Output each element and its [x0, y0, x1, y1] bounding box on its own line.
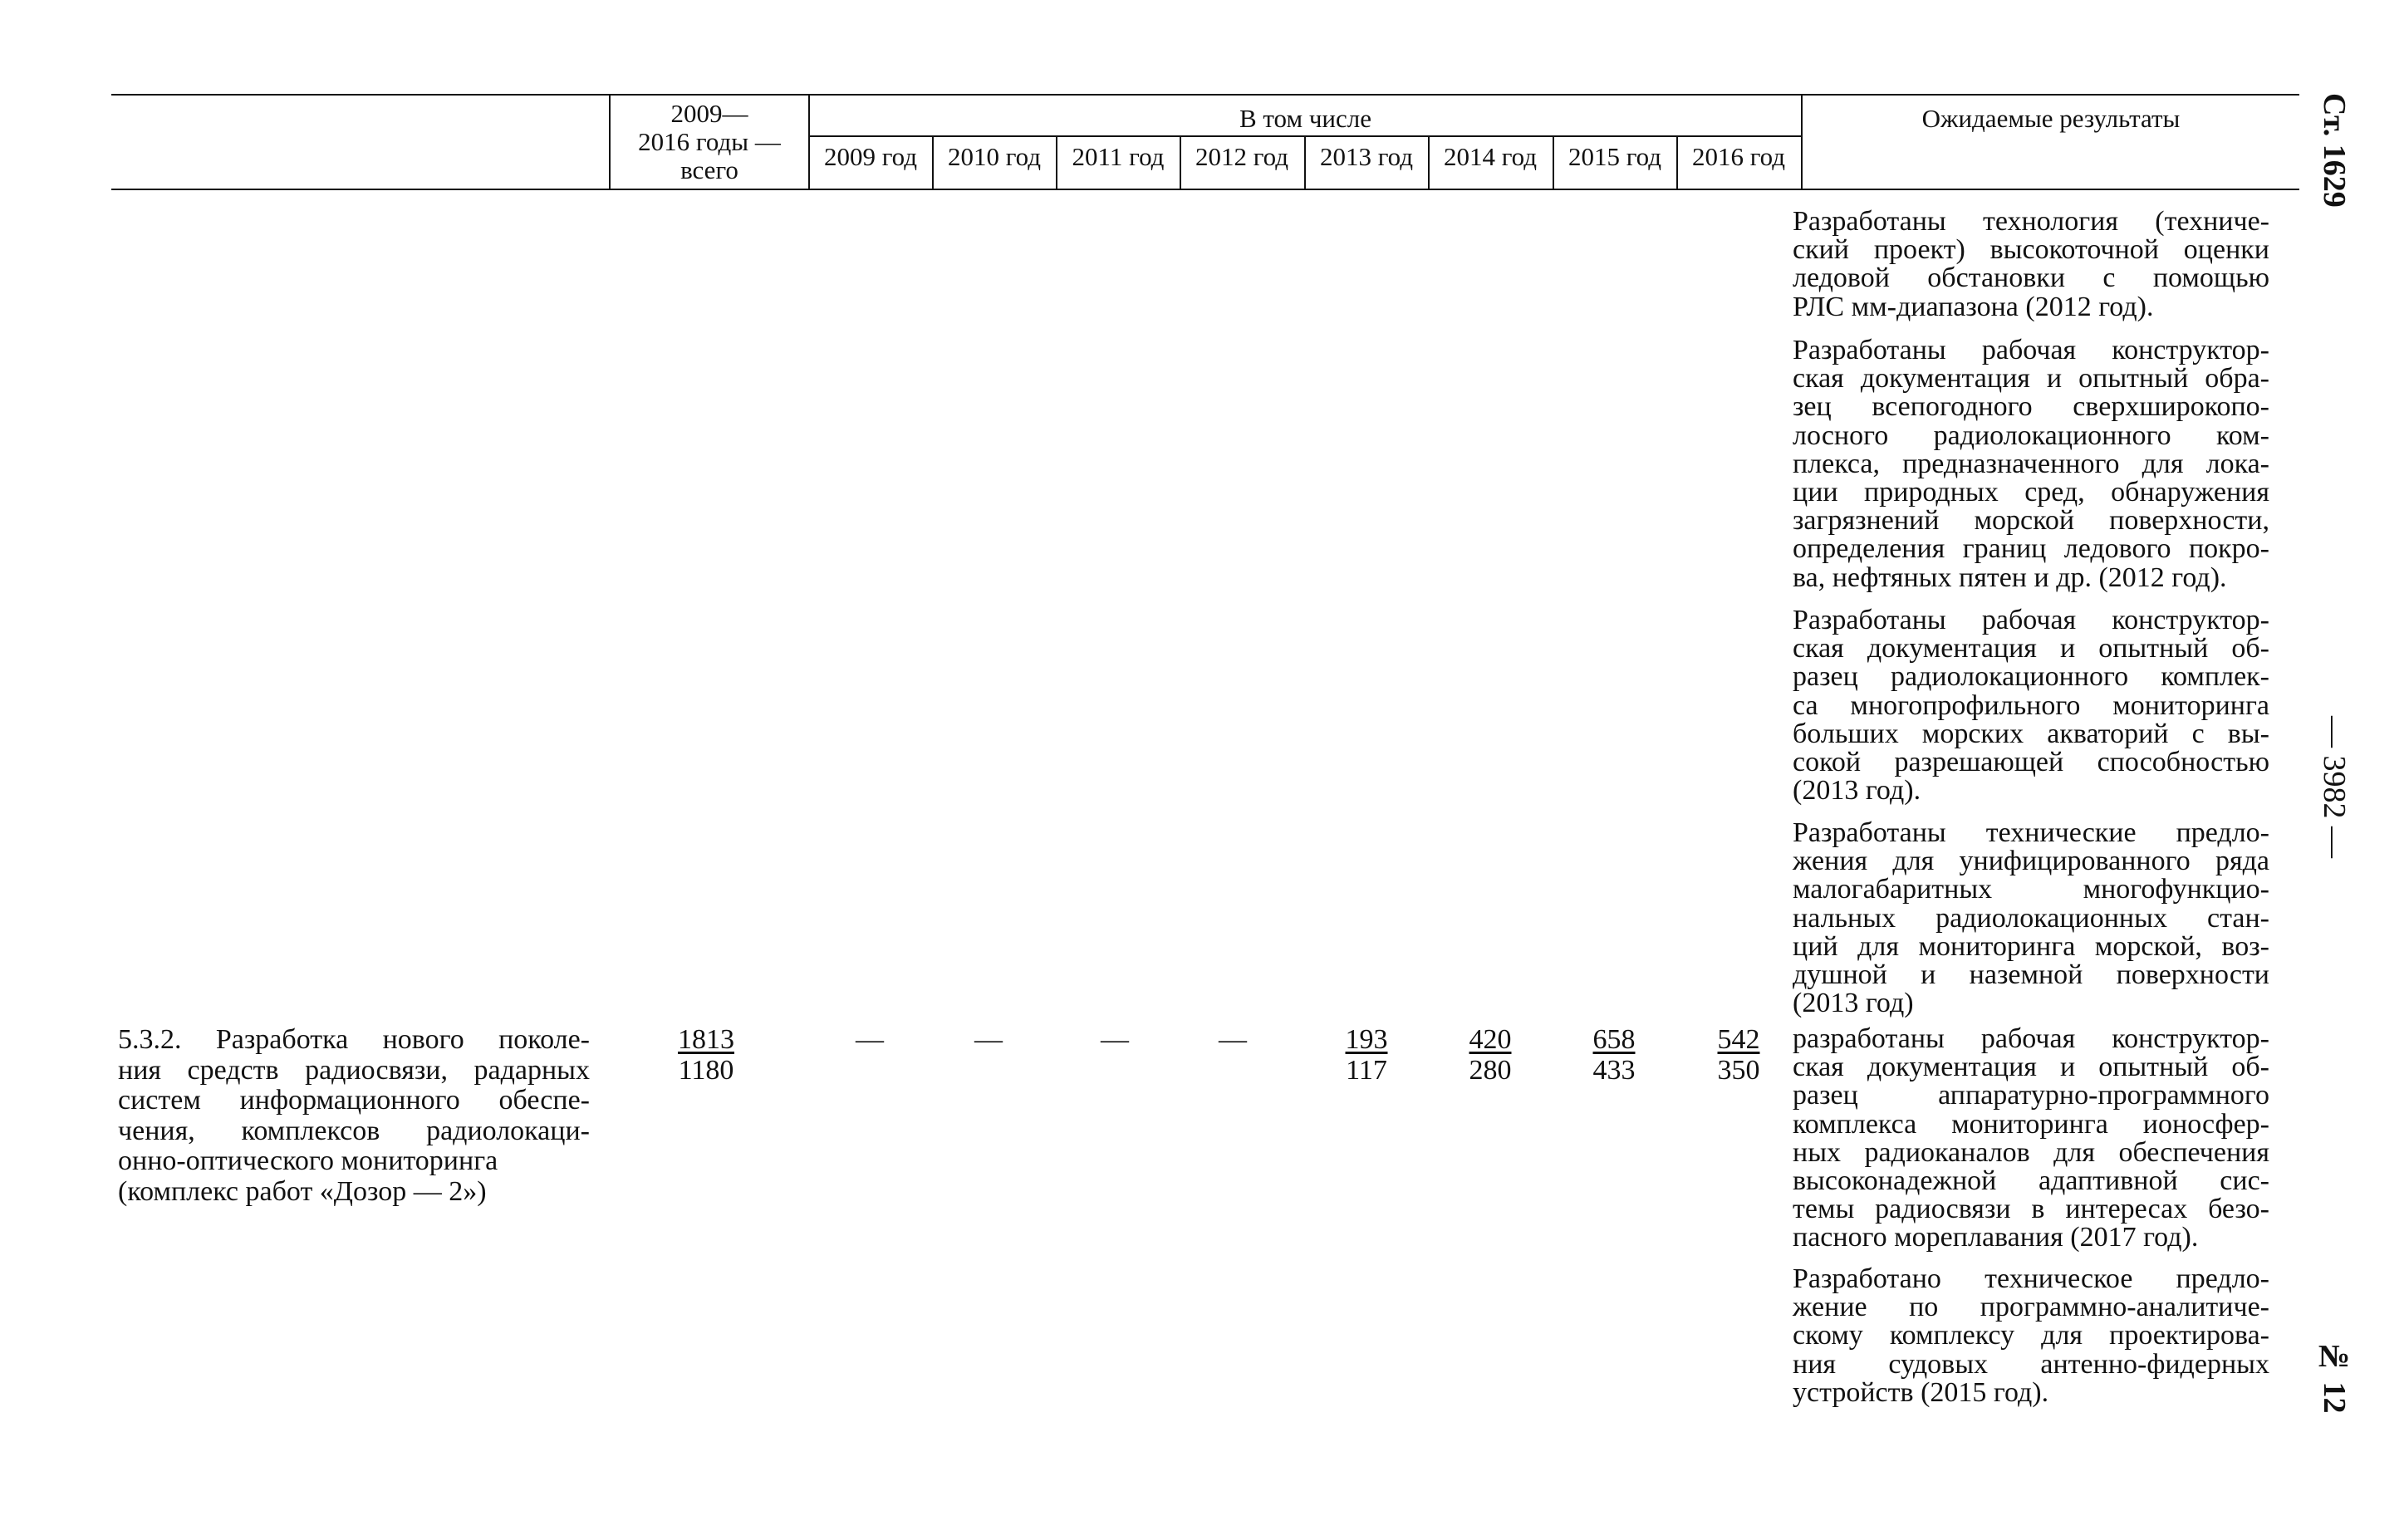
year-2013-value-top: 193 — [1345, 1024, 1388, 1055]
total-value-bottom: 1180 — [678, 1054, 734, 1086]
result-line: ных радиоканалов для обеспечения — [1793, 1136, 2269, 1168]
header-top-rule — [111, 94, 2299, 96]
result-line: больших морских акваторий с вы- — [1793, 718, 2269, 749]
header-year-2016: 2016 год — [1691, 142, 1786, 171]
result-line: Разработаны технология (техниче- — [1793, 206, 2269, 237]
year-2016-value — [1697, 1025, 1780, 1086]
year-2014-value — [1449, 1025, 1532, 1086]
page-number: — 3982 — — [2317, 716, 2352, 858]
result-line: ции природных сред, обнаружения — [1793, 477, 2269, 508]
result-line: РЛС мм-диапазона (2012 год). — [1793, 291, 2154, 322]
year-2016-value-bottom: 350 — [1717, 1054, 1760, 1086]
header-including: В том числе — [1239, 104, 1371, 133]
result-line: зец всепогодного сверхширокопо- — [1793, 391, 2269, 423]
header-year-2010: 2010 год — [947, 142, 1042, 171]
result-line: жения для унифицированного ряда — [1793, 846, 2269, 877]
result-line: са многопрофильного мониторинга — [1793, 689, 2269, 721]
result-line: малогабаритных многофункцио- — [1793, 874, 2269, 905]
header-total-line: всего — [680, 155, 738, 184]
result-line: ский проект) высокоточной оценки — [1793, 234, 2269, 266]
year-2014-value-bottom: 280 — [1469, 1054, 1512, 1086]
result-paragraph — [1793, 336, 2269, 592]
total-value — [660, 1025, 752, 1086]
article-number: Ст. 1629 — [2317, 93, 2352, 208]
header-total-line: 2016 годы — — [638, 127, 781, 156]
year-2014-value-top: 420 — [1469, 1024, 1512, 1055]
result-line: высоконадежной адаптивной сис- — [1793, 1165, 2269, 1197]
result-line: разработаны рабочая конструктор- — [1793, 1023, 2269, 1054]
task-line: 5.3.2. Разработка нового поколе- — [118, 1024, 590, 1055]
total-value-top: 1813 — [678, 1024, 734, 1055]
result-line: комплекса мониторинга ионосфер- — [1793, 1108, 2269, 1140]
result-line: определения границ ледового покро- — [1793, 533, 2269, 565]
result-line: (2013 год). — [1793, 775, 1921, 807]
result-line: Разработаны рабочая конструктор- — [1793, 605, 2269, 635]
result-line: ская документация и опытный об- — [1793, 633, 2269, 665]
result-line: загрязнений морской поверхности, — [1793, 505, 2269, 537]
result-paragraph — [1793, 819, 2269, 1018]
year-2015-value-top: 658 — [1592, 1024, 1636, 1055]
result-line: ций для мониторинга морской, воз- — [1793, 930, 2269, 962]
result-paragraph — [1793, 208, 2269, 321]
header-year-2009: 2009 год — [823, 142, 918, 171]
header-year-2015: 2015 год — [1568, 142, 1662, 171]
result-line: (2013 год) — [1793, 988, 1914, 1019]
header-bottom-rule — [111, 189, 2299, 190]
result-line: разец радиолокационного комплек- — [1793, 661, 2269, 693]
year-2013-value — [1325, 1025, 1408, 1086]
task-description — [118, 1025, 590, 1207]
task-line: (комплекс работ «Дозор — 2») — [118, 1175, 487, 1207]
task-line: ния средств радиосвязи, радарных — [118, 1054, 590, 1086]
year-2010-value: — — [974, 1024, 1003, 1055]
result-line: разец аппаратурно-программного — [1793, 1080, 2269, 1111]
task-line: чения, комплексов радиолокаци- — [118, 1115, 590, 1146]
result-line: ледовой обстановки с помощью — [1793, 262, 2269, 294]
header-expected-results: Ожидаемые результаты — [1921, 104, 2181, 133]
year-2013-value-bottom: 117 — [1346, 1054, 1387, 1086]
result-paragraph — [1793, 1265, 2269, 1407]
issue-number: № 12 — [2317, 1339, 2352, 1414]
header-total-line: 2009— — [670, 99, 748, 128]
task-line: онно-оптического мониторинга — [118, 1145, 498, 1176]
header-total — [611, 100, 808, 184]
result-line: Разработаны технические предло- — [1793, 817, 2269, 848]
result-line: ская документация и опытный об- — [1793, 1052, 2269, 1083]
result-line: устройств (2015 год). — [1793, 1376, 2049, 1408]
year-2016-value-top: 542 — [1717, 1024, 1760, 1055]
result-line: Разработаны рабочая конструктор- — [1793, 335, 2269, 365]
result-line: Разработано техническое предло- — [1793, 1263, 2269, 1294]
result-line: плекса, предназначенного для лока- — [1793, 448, 2269, 479]
year-2009-value: — — [856, 1024, 884, 1055]
year-2011-value: — — [1101, 1024, 1129, 1055]
result-line: пасного мореплавания (2017 год). — [1793, 1222, 2199, 1253]
result-line: сокой разрешающей способностью — [1793, 747, 2269, 778]
result-line: скому комплексу для проектирова- — [1793, 1320, 2269, 1351]
header-year-2011: 2011 год — [1072, 142, 1165, 171]
result-line: душной и наземной поверхности — [1793, 959, 2269, 991]
result-line: ская документация и опытный обра- — [1793, 363, 2269, 395]
header-year-2014: 2014 год — [1443, 142, 1538, 171]
result-paragraph — [1793, 1025, 2269, 1253]
result-line: лосного радиолокационного ком- — [1793, 419, 2269, 451]
header-year-2013: 2013 год — [1319, 142, 1414, 171]
task-line: систем информационного обеспе- — [118, 1085, 590, 1116]
year-2015-value — [1572, 1025, 1656, 1086]
result-line: ва, нефтяных пятен и др. (2012 год). — [1793, 562, 2227, 593]
year-2015-value-bottom: 433 — [1592, 1054, 1636, 1086]
result-line: нальных радиолокационных стан- — [1793, 902, 2269, 934]
header-year-2012: 2012 год — [1195, 142, 1289, 171]
result-line: жение по программно-аналитиче- — [1793, 1292, 2269, 1323]
result-line: ния судовых антенно-фидерных — [1793, 1348, 2269, 1380]
result-paragraph — [1793, 606, 2269, 805]
result-line: темы радиосвязи в интересах безо- — [1793, 1194, 2269, 1225]
year-2012-value: — — [1219, 1024, 1247, 1055]
